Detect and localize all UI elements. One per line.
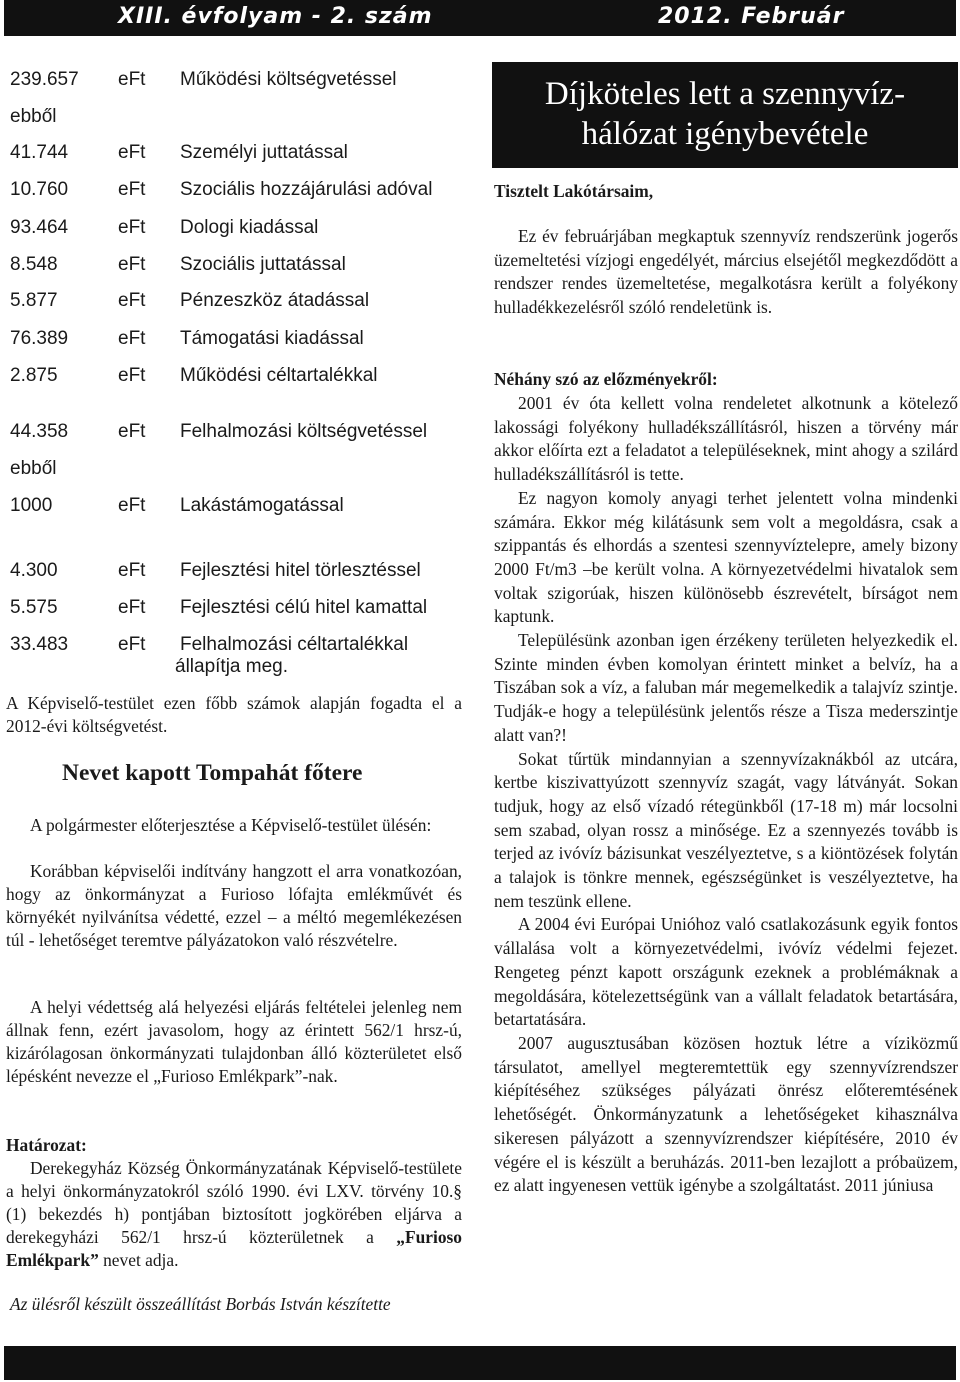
paragraph: 2001 év óta kellett volna rendeletet alkotnunk a kötelező lakossági folyékony hulladékszállításról, hiszen a törvény már akkor előírta ezt a feladatot a településeknek, mint ahogy a szilárd hulladékszállításról is tette. <box>494 393 958 485</box>
article-title-line2: hálózat igénybevétele <box>581 116 869 152</box>
footer-bar <box>4 1346 956 1380</box>
article-body <box>494 392 958 1198</box>
issue-header-bar <box>4 0 956 36</box>
greeting: Tisztelt Lakótársaim, <box>494 181 654 201</box>
paragraph: 2007 augusztusában közösen hoztuk létre a víziközmű társulatot, amellyel megteremtettük egy szennyvízrendszer kiépítéséhez szükséges pályázati önrész előteremtésének lehetőségét. Önkormányzatunk a lehetőségeket kihasználva sikeresen pályázott a szennyvízrendszer kiépítésére, 2010 év végére el is készült a beruházás. 2011-ben lezajlott a próbaüzem, ez alatt ingyenesen vettük igénybe a szolgáltatást. 2011 júniusa <box>494 1032 958 1196</box>
paragraph: Korábban képviselői indítvány hangzott el arra vonatkozóan, hogy az önkormányzat a Furioso lófajta emlékművét és környékét nyilvánítsa védetté, ezzel – a méltó megemlékezésen túl - lehetőséget teremtve pályázatokon való részvételre. <box>6 861 462 950</box>
paragraph: Településünk azonban igen érzékeny területen helyezkedik el. Szinte minden évben komolyan érintett minket a belvíz, ha a Tiszában sok a víz, a faluban már megemelkedik a talajvíz szintje. Tudják-e hogy a településünk jelentős része a Tisza mederszintje alatt van?! <box>494 630 958 745</box>
paragraph: Sokat tűrtük mindannyian a szennyvízaknákból az utcára, kertbe kiszivattyúzott szennyvíz szagát, vagy látványát. Sokan tudjuk, hogy az első vízadó rétegünkből (17-18 m) már locsolni sem szabad, olyan rossz a minősége. Ez a szennyezés tovább is terjed az ivóvíz bázisunkat veszélyeztetve, s a kiöntözések folytán a talajok is tönkre mennek, egészségünket is veszélyeztetve, ha nem teszünk ellene. <box>494 748 958 911</box>
issue-number: XIII. évfolyam - 2. szám <box>118 4 433 29</box>
subheading: Néhány szó az előzményekről: <box>494 369 718 389</box>
author-note: Az ülésről készült összeállítást Borbás István készítette <box>10 1294 391 1314</box>
paragraph: Ez nagyon komoly anyagi terhet jelentett volna mindenki számára. Ekkor még kilátásunk sem volt a megoldásra, csak a szippantás és elhordás a szentesi szennyvíztelepre, amely bizony 2000 Ft/m3 –be került volna. A környezetvédelmi hivatalok sem voltak szigorúak, hiszen különösebb észrevételt, bírságot nem kaptunk. <box>494 487 958 627</box>
paragraph: A polgármester előterjesztése a Képviselő-testület ülésén: <box>30 815 432 835</box>
article-title-banner <box>492 62 958 168</box>
article-title-line1: Díjköteles lett a szennyvíz- <box>544 76 906 112</box>
budget-closing: A Képviselő-testület ezen főbb számok alapján fogadta el a 2012-évi költségvetést. <box>6 693 462 736</box>
paragraph: A helyi védettség alá helyezési eljárás feltételei jelenleg nem állnak fenn, ezért javasolom, hogy az érintett 562/1 hrsz-ú, kizárólagosan önkormányzati tulajdonban álló közterületet első lépésként nevezze el „Furioso Emlékpark”-nak. <box>6 997 462 1086</box>
article-title: Nevet kapott Tompahát főtere <box>62 760 363 786</box>
decision-text: Derekegyház Község Önkormányzatának Képviselő-testülete a helyi önkormányzatokról szóló 1990. évi LXV. törvény 10.§ (1) bekezdés h) pontjában biztosított jogkörében eljárva a derekegyházi 562/1 hrsz-ú közterületnek a „Furioso Emlékpark” nevet adja. <box>6 1158 462 1270</box>
paragraph: A 2004 évi Európai Unióhoz való csatlakozásunk egyik fontos vállalása volt a környezetvédelmi, ivóvíz védelmi fejezet. Rengeteg pénzt kapott országunk ezeknek a problémáknak a megoldására, kötelezettségünk van a vállalt feladatok betartására, betartatására. <box>494 914 958 1030</box>
decision-label: Határozat: <box>6 1135 87 1155</box>
issue-date: 2012. Február <box>658 4 845 29</box>
intro-paragraph: Ez év februárjában megkaptuk szennyvíz rendszerünk jogerős üzemeltetési vízjogi engedélyét, március elsejétől megkezdődött a rendszer rendes üzemeltetése, megalkotásra került a folyékony hulladékkezelésről szóló rendeletünk is. <box>494 226 958 318</box>
